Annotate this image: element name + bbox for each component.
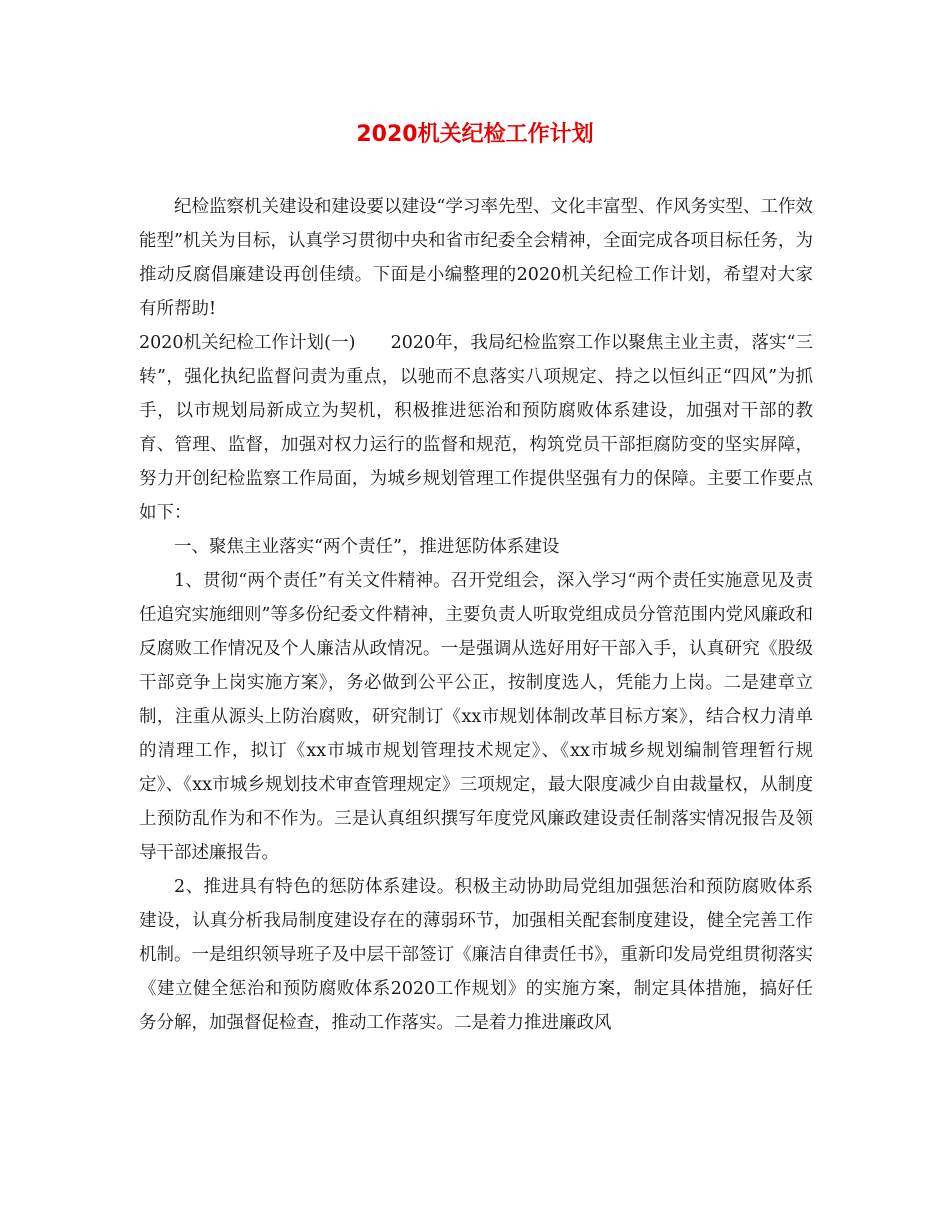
section-heading-one: 一、聚焦主业落实“两个责任”，推进惩防体系建设 — [174, 537, 560, 557]
intro-paragraph: 纪检监察机关建设和建设要以建设“学习率先型、文化丰富型、作风务实型、工作效能型”机关为目标，认真学习贯彻中央和省市纪委全会精神，全面完成各项目标任务，为推动反腐倡廉建设再创佳绩。下面是小编整理的2020机关纪检工作计划，希望对大家有所帮助! — [139, 197, 813, 319]
item-two-paragraph: 2、推进具有特色的惩防体系建设。积极主动协助局党组加强惩治和预防腐败体系建设，认真分析我局制度建设存在的薄弱环节，加强相关配套制度建设，健全完善工作机制。一是组织领导班子及中层干部签订《廉洁自律责任书》，重新印发局党组贯彻落实《建立健全惩治和预防腐败体系2020工作规划》的实施方案，制定具体措施，搞好任务分解，加强督促检查，推动工作落实。二是着力推进廉政风 — [139, 877, 813, 1033]
plan-one-paragraph: 2020机关纪检工作计划(一) 2020年，我局纪检监察工作以聚焦主业主责，落实“三转”，强化执纪监督问责为重点，以驰而不息落实八项规定、持之以恒纠正“四风”为抓手，以市规划局新成立为契机，积极推进惩治和预防腐败体系建设，加强对干部的教育、管理、监督，加强对权力运行的监督和规范，构筑党员干部拒腐防变的坚实屏障，努力开创纪检监察工作局面，为城乡规划管理工作提供坚强有力的保障。主要工作要点如下： — [139, 333, 813, 523]
document-title: 2020机关纪检工作计划 — [356, 122, 594, 147]
document-body — [139, 190, 813, 1040]
item-one-paragraph: 1、贯彻“两个责任”有关文件精神。召开党组会，深入学习“两个责任实施意见及责任追究实施细则”等多份纪委文件精神，主要负责人听取党组成员分管范围内党风廉政和反腐败工作情况及个人廉洁从政情况。一是强调从选好用好干部入手，认真研究《股级干部竞争上岗实施方案》，务必做到公平公正，按制度选人，凭能力上岗。二是建章立制，注重从源头上防治腐败，研究制订《xx市规划体制改革目标方案》，结合权力清单的清理工作，拟订《xx市城市规划管理技术规定》、《xx市城乡规划编制管理暂行规定》、《xx市城乡规划技术审查管理规定》三项规定，最大限度减少自由裁量权，从制度上预防乱作为和不作为。三是认真组织撰写年度党风廉政建设责任制落实情况报告及领导干部述廉报告。 — [139, 571, 813, 863]
